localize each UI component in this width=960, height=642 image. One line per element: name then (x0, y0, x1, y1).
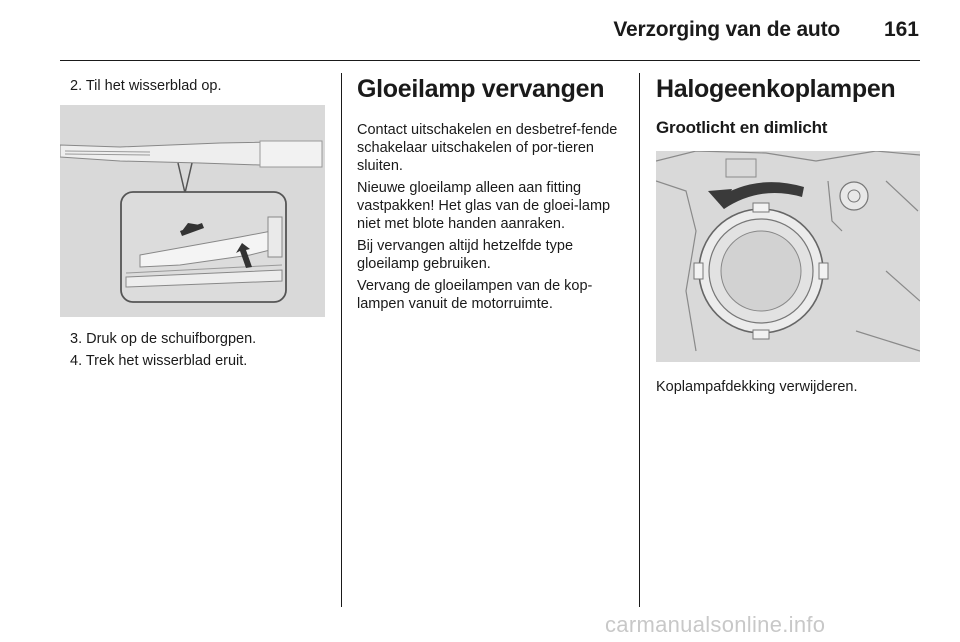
page-header (0, 0, 960, 62)
figure-caption-cover: Koplampafdekking verwijderen. (656, 379, 858, 395)
headlamp-cover-figure (656, 151, 920, 362)
column-divider-left (341, 73, 342, 607)
paragraph-same-type: Bij vervangen altijd hetzelfde type gloeilamp gebruiken. (357, 238, 574, 272)
watermark-text: carmanualsonline.info (605, 612, 826, 637)
subsection-title-beam: Grootlicht en dimlicht (656, 118, 828, 137)
page-number: 161 (883, 18, 919, 41)
wiper-blade-figure (60, 105, 325, 317)
paragraph-engine-bay: Vervang de gloeilampen van de kop-lampen vanuit de motorruimte. (357, 278, 593, 312)
step-3-text: 3. Druk op de schuifborgpen. (70, 331, 257, 347)
paragraph-ignition-off: Contact uitschakelen en desbetref-fende schakelaar uitschakelen of por-tieren sluiten. (357, 122, 618, 174)
column-wiper (60, 72, 325, 371)
headlamp-cover-illustration (656, 151, 920, 362)
section-title-bulb: Gloeilamp vervangen (357, 75, 605, 103)
step-2-text: 2. Til het wisserblad op. (70, 78, 222, 94)
column-bulb-replacement (357, 72, 623, 313)
paragraph-hold-bulb: Nieuwe gloeilamp alleen aan fitting vastpakken! Het glas van de gloei-lamp niet met blote handen aanraken. (357, 180, 611, 232)
page-title: Verzorging van de auto (613, 18, 840, 41)
section-title-halogen: Halogeenkoplampen (656, 75, 896, 103)
header-rule (60, 60, 920, 61)
step-4-text: 4. Trek het wisserblad eruit. (70, 353, 248, 369)
wiper-blade-illustration (60, 105, 325, 317)
column-divider-right (639, 73, 640, 607)
column-halogen (656, 72, 920, 397)
